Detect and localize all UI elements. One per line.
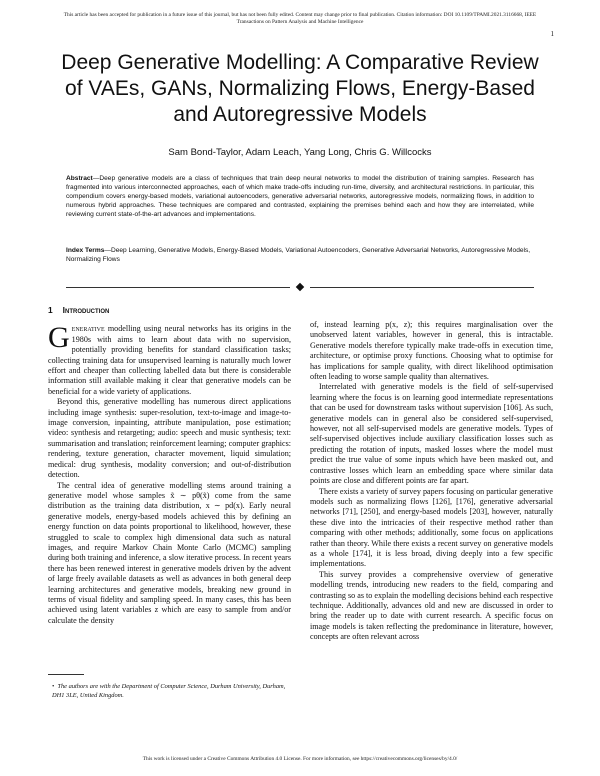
right-column (310, 320, 553, 643)
notice-line-2: Transactions on Pattern Analysis and Machine Intelligence (236, 19, 364, 25)
page-number: 1 (550, 30, 554, 38)
footnote-text: The authors are with the Department of Computer Science, Durham University, Durham, DH1 3LE, United Kingdom. (52, 683, 286, 699)
intro-paragraph-2: Beyond this, generative modelling has numerous direct applications including image synthesis: super-resolution, text-to-image and image-to-image conversion, inpainting, attribute manipulation, pose estimation; video: synthesis and retargeting; audio: speech and music synthesis; text: summarisation and translation; reinforcement learning; computer graphics: rendering, texture generation, character movement, liquid simulation; medical: drug synthesis, modality conversion; and out-of-distribution detection. (48, 397, 291, 480)
license-footer: This work is licensed under a Creative Commons Attribution 4.0 License. For more information, see https://creativecommons.org/licenses/by/4.0/ (142, 756, 458, 762)
left-column (48, 305, 291, 626)
section-divider (66, 284, 534, 292)
publication-notice (0, 12, 600, 26)
author-list: Sam Bond-Taylor, Adam Leach, Yang Long, Chris G. Willcocks (168, 147, 432, 158)
abstract (66, 174, 534, 219)
intro-paragraph-1 (48, 321, 291, 397)
divider-line-left (66, 287, 290, 288)
diamond-icon (296, 283, 304, 291)
first-word: enerative (71, 324, 105, 334)
section-title: Introduction (62, 305, 110, 315)
right-paragraph-2: Interrelated with generative models is the field of self-supervised learning where the focus is on learning good intermediate representations that can be used for downstream tasks without supervision [106]. As such, generative models can in general also be considered self-supervised, however, not all self-supervised models are generative models. Types of self-supervised objectives include auxiliary classification losses such as predicting the rotation of inputs, masked losses where the model must predict the true value of some inputs which have been masked out, and contrastive losses which learn an embedding space where similar data points are close and different points are far apart. (310, 382, 553, 486)
paper-title: Deep Generative Modelling: A Comparative Review of VAEs, GANs, Normalizing Flows, Energy-Based and Autoregressive Models (61, 51, 539, 126)
footnote-rule (48, 674, 84, 675)
right-paragraph-4: This survey provides a comprehensive overview of generative modelling trends, introducing new readers to the field, comparing and contrasting so as to explain the modelling decisions behind each respective technique. Additionally, advances old and new are discussed in order to bring the reader up to date with current research. A specific focus on image models is taken reflecting the predominance in literature, however, concepts are often relevant across (310, 569, 553, 642)
right-paragraph-1: of, instead learning p(x, z); this requires marginalisation over the unobserved latent variables, however in general, this is intractable. Generative models therefore typically make trade-offs in execution time, architecture, or optimise proxy functions. Choosing what to optimise for has implications for sample quality, with direct likelihood optimisation often leading to worse sample quality than alternatives. (310, 320, 553, 382)
paragraph-text: modelling using neural networks has its origins in the 1980s with aims to learn about data with no supervision, potentially providing benefits for standard classification tasks; collecting training data for unsupervised learning is naturally much lower effort and cheaper than collecting labelled data but there is considerable information still available making it clear that generative models can be beneficial for a wide variety of applications. (48, 324, 291, 396)
intro-paragraph-3: The central idea of generative modelling stems around training a generative model whose samples x̃ ∼ pθ(x̃) come from the same distribution as the training data distribution, x ∼ pd(x). Early neural generative models, energy-based models achieved this by defining an energy function on data points proportional to likelihood, however, these struggled to scale to complex high dimensional data such as natural images, and require Markov Chain Monte Carlo (MCMC) sampling during both training and inference, a slow iterative process. In recent years there has been renewed interest in generative models driven by the advent of large freely available datasets as well as advances in both general deep learning architectures and generative models, breaking new ground in terms of visual fidelity and sampling speed. In many cases, this has been achieved using latent variables z which are easy to sample from and/or calculate the density (48, 480, 291, 625)
abstract-label: Abstract (66, 175, 93, 182)
index-terms-label: Index Terms (66, 247, 105, 254)
abstract-text: —Deep generative models are a class of techniques that train deep neural networks to model the distribution of training samples. Research has fragmented into various interconnected approaches, each of which make trade-offs including run-time, diversity, and architectural restrictions. In particular, this compendium covers energy-based models, variational autoencoders, generative adversarial networks, autoregressive models, normalizing flows, in addition to numerous hybrid approaches. These techniques are compared and contrasted, explaining the premises behind each and how they are interrelated, while reviewing current state-of-the-art advances and implementations. (66, 175, 534, 218)
divider-line-right (310, 287, 534, 288)
notice-line-1: This article has been accepted for publication in a future issue of this journal, but has not been fully edited. Content may change prior to final publication. Citation information: DOI 10.1109/TPAMI.2021.3116668, IEEE (63, 12, 537, 18)
section-heading (48, 305, 291, 315)
index-terms-text: —Deep Learning, Generative Models, Energy-Based Models, Variational Autoencoders, Generative Adversarial Networks, Autoregressive Models, Normalizing Flows (66, 247, 531, 263)
bullet-icon: • (52, 683, 58, 690)
section-number: 1 (48, 305, 53, 315)
right-paragraph-3: There exists a variety of survey papers focusing on particular generative models such as normalizing flows [126], [176], generative adversarial networks [71], [250], and energy-based models [203], however, naturally these dive into the intricacies of their respective method rather than comparing with other methods; additionally, some focus on applications rather than theory. While there exists a recent survey on generative models as a whole [174], it is less broad, diving deeply into a few specific implementations. (310, 486, 553, 569)
index-terms (66, 246, 534, 264)
author-affiliation-footnote (52, 683, 288, 700)
dropcap-letter: G (48, 321, 70, 355)
